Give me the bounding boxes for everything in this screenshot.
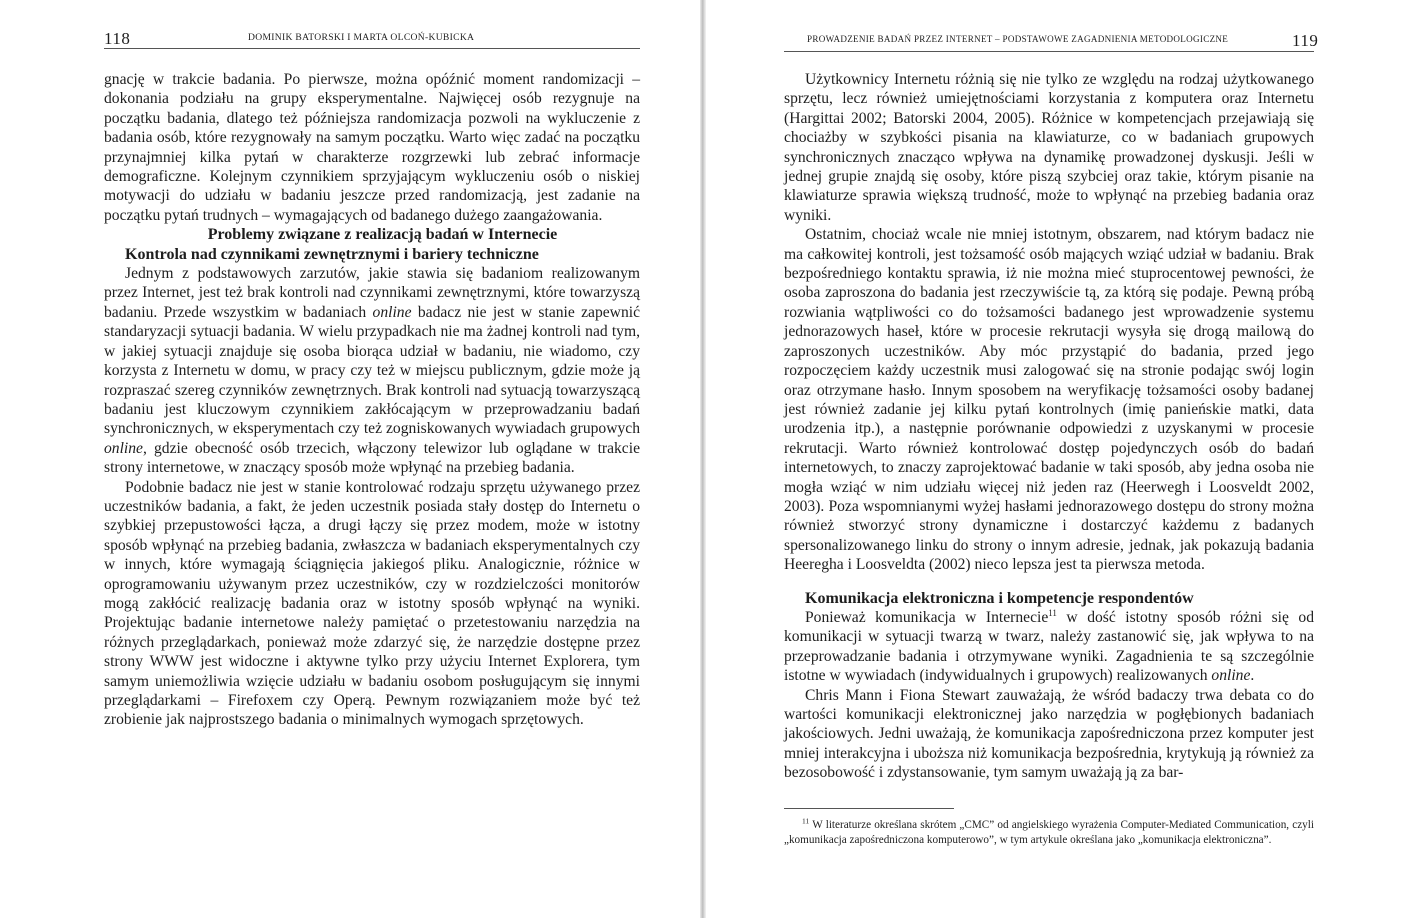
left-paragraph-1: gnację w trakcie badania. Po pierwsze, można opóźnić moment randomizacji – dokonania podziału na grupy eksperymentalne. Najwięcej osób rezygnuje na początku badania, dlatego też późniejsza randomizacja pozwoli na wykluczenie z badania osób, które rezygnowały na samym początku. Warto więc zadać na początku przynajmniej kilka pytań w charakterze rozgrzewki lub zebrać informacje demograficzne. Kolejnym czynnikiem sprzyjającym wykluczeniu osób o niskiej motywacji do udziału w badaniu jeszcze przed randomizacją, jest zadanie na początku pytań trudnych – wymagających od badanego dużego zaangażowania. <box>104 71 640 224</box>
footnote <box>784 818 1314 847</box>
right-paragraph-2: Ostatnim, chociaż wcale nie mniej istotnym, obszarem, nad którym badacz nie ma całkowitej kontroli, jest tożsamość osób mających wziąć udział w badaniu. Brak bezpośredniego kontaktu sprawia, iż nie można mieć stuprocentowej pewności, że osoba zaproszona do badania jest rzeczywiście tą, za którą się podaje. Pewną próbą rozwiania wątpliwości co do tożsamości badanego jest wprowadzenie systemu jednorazowych haseł, które w procesie rekrutacji wysyła się drogą mailową do zaproszonych uczestników. Aby móc przystąpić do badania, przed jego rozpoczęciem każdy uczestnik musi zalogować się na stronie podając swój login oraz otrzymane hasło. Innym sposobem na weryfikację tożsamości osoby badanej jest również zadanie jej kilku pytań kontrolnych (imię panieńskie matki, data urodzenia itp.), a następnie porównanie odpowiedzi z uzyskanymi w procesie rekrutacji. Warto również kontrolować dostęp pojedynczych osób do badań internetowych, to znaczy zaprojektować badanie w taki sposób, aby jedna osoba nie mogła wziąć w nim udziału więcej niż jeden raz (Heerwegh i Loosveldt 2002, 2003). Poza wspomnianymi wyżej hasłami jednorazowego dostępu do strony można również stworzyć strony dynamiczne i dostarczyć każdemu z badanych spersonalizowanego linku do strony o innym adresie, jednak, jak pokazują badania Heeregha i Loosveldta (2002) nieco lepsza jest ta pierwsza metoda. <box>784 226 1314 574</box>
right-page-number: 119 <box>1292 31 1319 50</box>
left-subheading: Kontrola nad czynnikami zewnętrznymi i bariery techniczne <box>125 245 539 263</box>
left-text-column <box>104 70 640 730</box>
left-page-number: 118 <box>104 29 131 48</box>
right-paragraph-1: Użytkownicy Internetu różnią się nie tylko ze względu na rodzaj użytkowanego sprzętu, lecz również umiejętnościami korzystania z komputera oraz Internetu (Hargittai 2002; Batorski 2004, 2005). Różnice w kompetencjach przejawiają się chociażby w szybkości pisania na klawiaturze, co w badaniach grupowych synchronicznych znacząco wpływa na dynamikę prowadzonej dyskusji. Jeśli w jednej grupie znajdą się osoby, które piszą szybciej oraz takie, którym pisanie na klawiaturze sprawia większą trudność, może to wpłynąć na przebieg badania oraz wyniki. <box>784 71 1314 224</box>
left-paragraph-3: Podobnie badacz nie jest w stanie kontrolować rodzaju sprzętu używanego przez uczestników badania, a fakt, że jeden uczestnik posiada stały dostęp do Internetu o szybkiej przepustowości łącza, a drugi łączy się przez modem, może w istotny sposób wpłynąć na przebieg badania, zwłaszcza w badaniach eksperymentalnych czy w innych, które wymagają ściągnięcia jakiegoś pliku. Analogicznie, różnice w oprogramowaniu używanym przez uczestników, czy w rozdzielczości monitorów mogą zakłócić realizację badania oraz w istotny sposób wpłynąć na wyniki. Projektując badanie internetowe należy pamiętać o przetestowaniu narzędzia na różnych przeglądarkach, ponieważ może zdarzyć się, że narzędzie dostępne przez strony WWW jest widoczne i aktywne tylko przy użyciu Internet Explorera, tym samym uniemożliwia wzięcie udziału w badaniu osobom posługującym się innymi przeglądarkami – Firefoxem czy Operą. Pewnym rozwiązaniem może być też zrobienie jak najprostszego badania o minimalnych wymogach sprzętowych. <box>104 478 640 729</box>
right-page <box>706 0 1404 918</box>
section-title: Problemy związane z realizacją badań w Internecie <box>207 226 558 244</box>
right-header-rule <box>784 51 1314 52</box>
right-paragraph-3: Ponieważ komunikacja w Internecie$^{11}$ w dość istotny sposób różni się od komunikacji w sytuacji twarzą w twarz, należy zastanowić się, jak wpływa to na przeprowadzanie badania i otrzymywane wyniki. Zagadnienia te są szczególnie istotne w wywiadach (indywidualnych i grupowych) realizowanych online. <box>784 607 1315 685</box>
footnote-rule <box>784 808 954 809</box>
left-running-title: DOMINIK BATORSKI I MARTA OLCOŃ-KUBICKA <box>248 32 475 43</box>
footnote-reference[interactable]: 11 <box>1048 607 1057 618</box>
right-running-header <box>706 28 1404 58</box>
right-paragraph-4: Chris Mann i Fiona Stewart zauważają, że wśród badaczy trwa debata co do wartości komunikacji elektronicznej jako narzędzia w pogłębionych badaniach jakościowych. Jedni uważają, że komunikacja zapośredniczona przez komputer jest mniej interakcyjna i uboższa niż komunikacja bezpośrednia, krytykują ją również za bezosobowość i zdystansowanie, tym samym uważają ją za bar- <box>784 686 1314 782</box>
right-running-title: PROWADZENIE BADAŃ PRZEZ INTERNET – PODSTAWOWE ZAGADNIENIA METODOLOGICZNE <box>807 34 1229 44</box>
left-header-rule <box>104 48 640 49</box>
footnote-number: 11 <box>802 816 810 826</box>
footnote-text: W literaturze określana skrótem „CMC” od angielskiego wyrażenia Computer-Mediated Communication, czyli „komunikacja zapośredniczona komputerowo”, w tym artykule określana jako „komunikacja elektroniczna”. <box>784 819 1314 846</box>
left-page <box>0 0 700 918</box>
left-running-header <box>0 26 700 56</box>
left-paragraph-2: Jednym z podstawowych zarzutów, jakie stawia się badaniom realizowanym przez Internet, jest też brak kontroli nad czynnikami zewnętrznymi, które towarzyszą badaniu. Przede wszystkim w badaniach online badacz nie jest w stanie zapewnić standaryzacji sytuacji badania. W wielu przypadkach nie ma żadnej kontroli nad tym, w jakiej sytuacji znajduje się osoba biorąca udział w badaniu, nie wiadomo, czy korzysta z Internetu w domu, w pracy czy też w miejscu publicznym, gdzie może ją rozpraszać szereg czynników zewnętrznych. Brak kontroli nad sytuacją towarzyszącą badaniu jest kluczowym czynnikiem zakłócającym w przeprowadzaniu badań synchronicznych, w eksperymentach czy też zogniskowanych wywiadach grupowych online, gdzie obecność osób trzecich, włączony telewizor lub oglądane w trakcie strony internetowe, w znaczący sposób może wpłynąć na przebieg badania. <box>104 265 640 477</box>
right-text-column <box>784 70 1314 783</box>
right-subheading: Komunikacja elektroniczna i kompetencje respondentów <box>805 589 1194 607</box>
